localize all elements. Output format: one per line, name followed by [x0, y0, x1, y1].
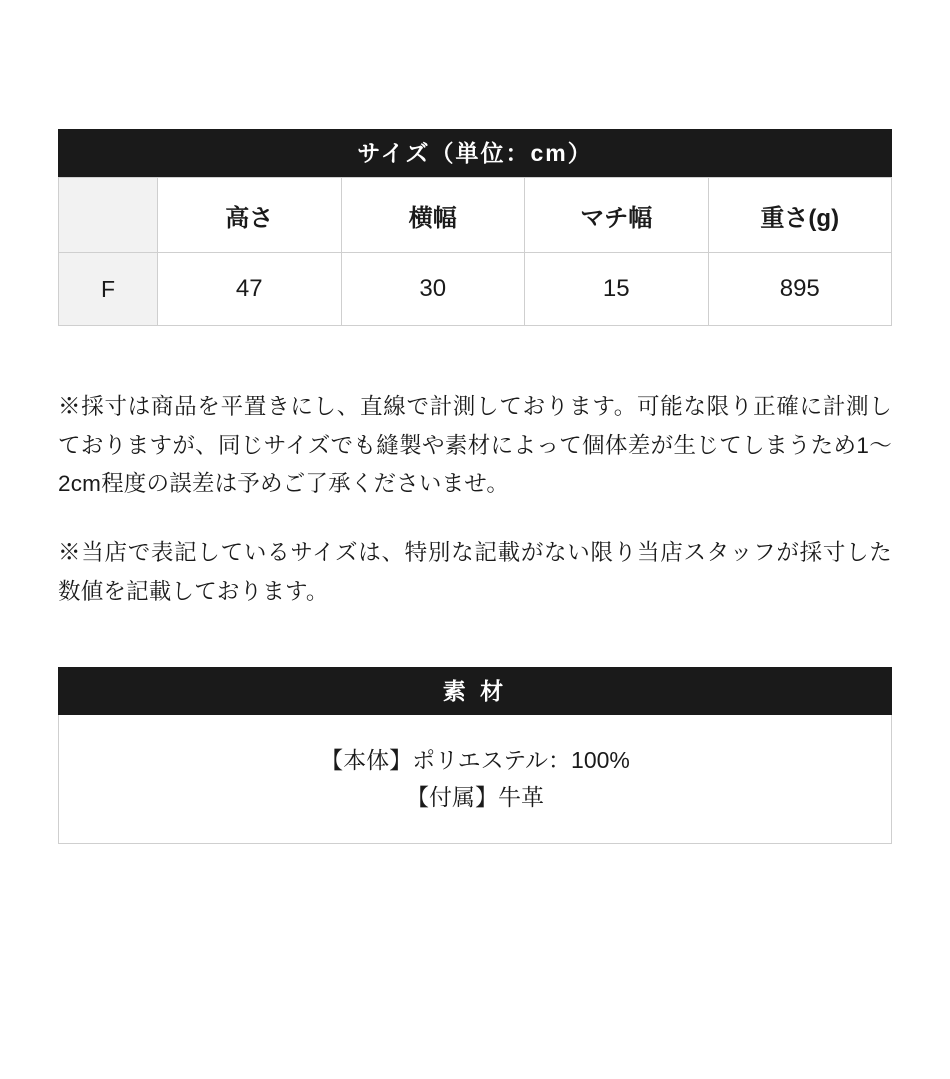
- table-row: [59, 253, 892, 326]
- size-table-block: [58, 129, 892, 326]
- cell-gusset: 15: [525, 253, 709, 326]
- table-header-row: [59, 178, 892, 253]
- column-header-width: 横幅: [341, 178, 525, 253]
- size-table: [58, 129, 892, 326]
- material-body: [58, 715, 892, 844]
- material-lines: [320, 742, 630, 818]
- column-header-weight: 重さ(g): [708, 178, 892, 253]
- material-line-accessory: 【付属】牛革: [405, 784, 544, 811]
- size-table-head: [59, 178, 892, 253]
- measurement-notes: [58, 388, 892, 611]
- size-table-corner-cell: [59, 178, 158, 253]
- material-line-main: 【本体】ポリエステル：100%: [320, 746, 630, 773]
- size-table-body: [59, 253, 892, 326]
- material-block: [58, 667, 892, 844]
- size-table-caption: サイズ（単位：cm）: [58, 129, 892, 177]
- note-measurement-method: ※採寸は商品を平置きにし、直線で計測しております。可能な限り正確に計測しておりますが、同じサイズでも縫製や素材によって個体差が生じてしまうため1〜2cm程度の誤差は予めご了承くださいませ。: [58, 394, 892, 497]
- material-title: 素 材: [58, 667, 892, 715]
- column-header-gusset: マチ幅: [525, 178, 709, 253]
- size-info-page: [0, 129, 950, 1079]
- cell-height: 47: [158, 253, 342, 326]
- note-store-measurement: ※当店で表記しているサイズは、特別な記載がない限り当店スタッフが採寸した数値を記載しております。: [58, 540, 892, 604]
- row-label-f: F: [59, 253, 158, 326]
- cell-weight: 895: [708, 253, 892, 326]
- cell-width: 30: [341, 253, 525, 326]
- column-header-height: 高さ: [158, 178, 342, 253]
